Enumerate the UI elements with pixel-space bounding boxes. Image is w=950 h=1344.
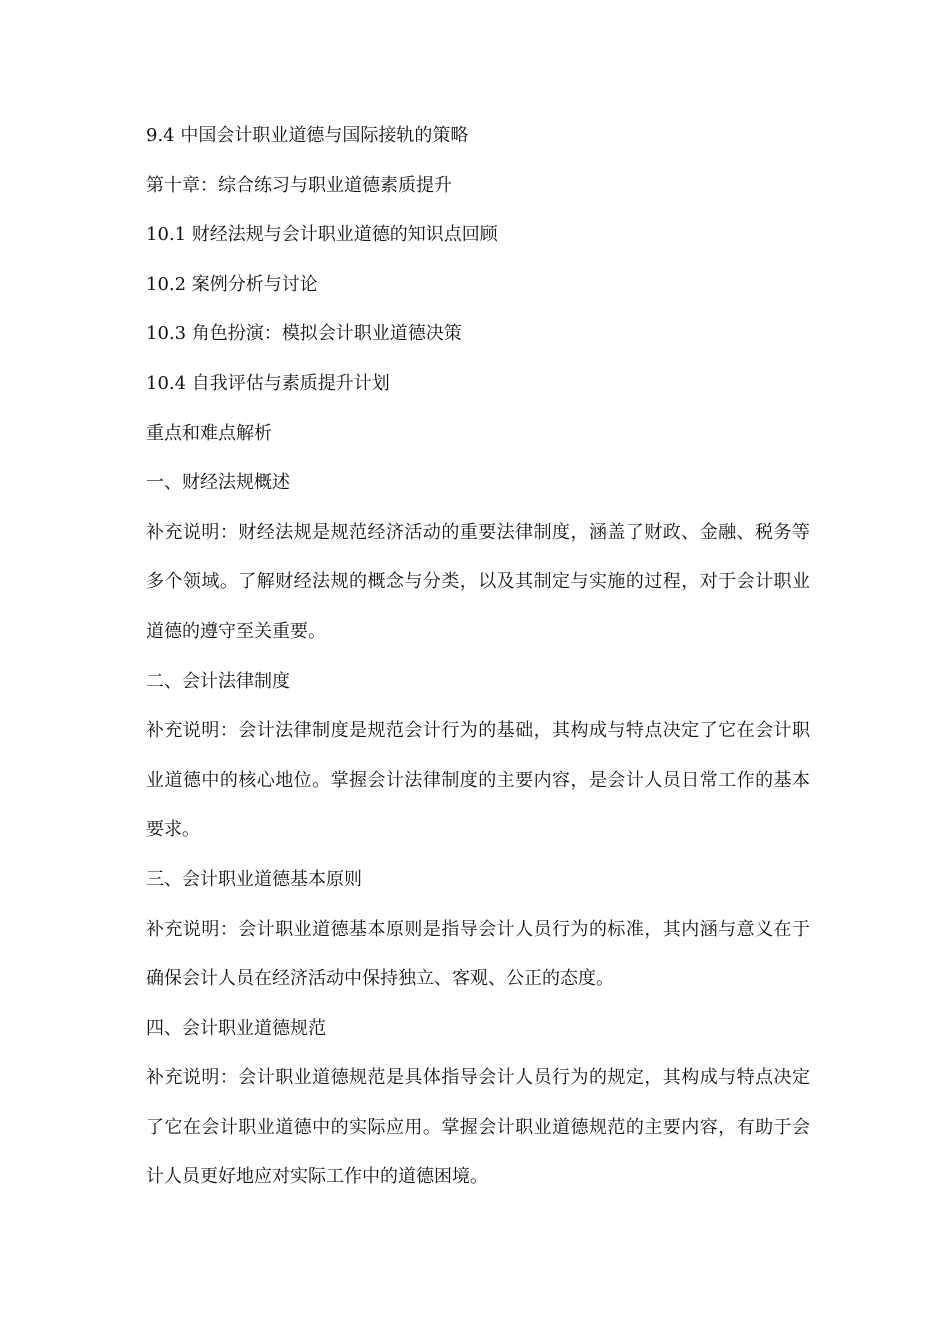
section-body: 补充说明：会计职业道德基本原则是指导会计人员行为的标准，其内涵与意义在于确保会计人员在经济活动中保持独立、客观、公正的态度。	[146, 918, 810, 990]
toc-line-10-1: 10.1 财经法规与会计职业道德的知识点回顾	[146, 224, 498, 246]
toc-line-10-4: 10.4 自我评估与素质提升计划	[146, 372, 390, 394]
toc-line-9-4: 9.4 中国会计职业道德与国际接轨的策略	[146, 125, 469, 146]
section-body: 补充说明：会计法律制度是规范会计行为的基础，其构成与特点决定了它在会计职业道德中的核心地位。掌握会计法律制度的主要内容，是会计人员日常工作的基本要求。	[146, 720, 810, 841]
chapter-10-title: 第十章：综合练习与职业道德素质提升	[146, 174, 452, 196]
section-heading: 一、财经法规概述	[146, 472, 290, 494]
toc-line-10-3: 10.3 角色扮演：模拟会计职业道德决策	[146, 323, 462, 345]
section-heading: 四、会计职业道德规范	[146, 1017, 326, 1039]
section-body: 补充说明：财经法规是规范经济活动的重要法律制度，涵盖了财政、金融、税务等多个领域。了解财经法规的概念与分类，以及其制定与实施的过程，对于会计职业道德的遵守至关重要。	[146, 521, 810, 642]
toc-line-10-2: 10.2 案例分析与讨论	[146, 273, 318, 295]
section-heading: 三、会计职业道德基本原则	[146, 868, 362, 890]
document-body	[146, 111, 810, 1202]
analysis-title: 重点和难点解析	[146, 422, 272, 444]
section-body: 补充说明：会计职业道德规范是具体指导会计人员行为的规定，其构成与特点决定了它在会计职业道德中的实际应用。掌握会计职业道德规范的主要内容，有助于会计人员更好地应对实际工作中的道德困境。	[146, 1067, 810, 1188]
section-heading: 二、会计法律制度	[146, 670, 290, 692]
